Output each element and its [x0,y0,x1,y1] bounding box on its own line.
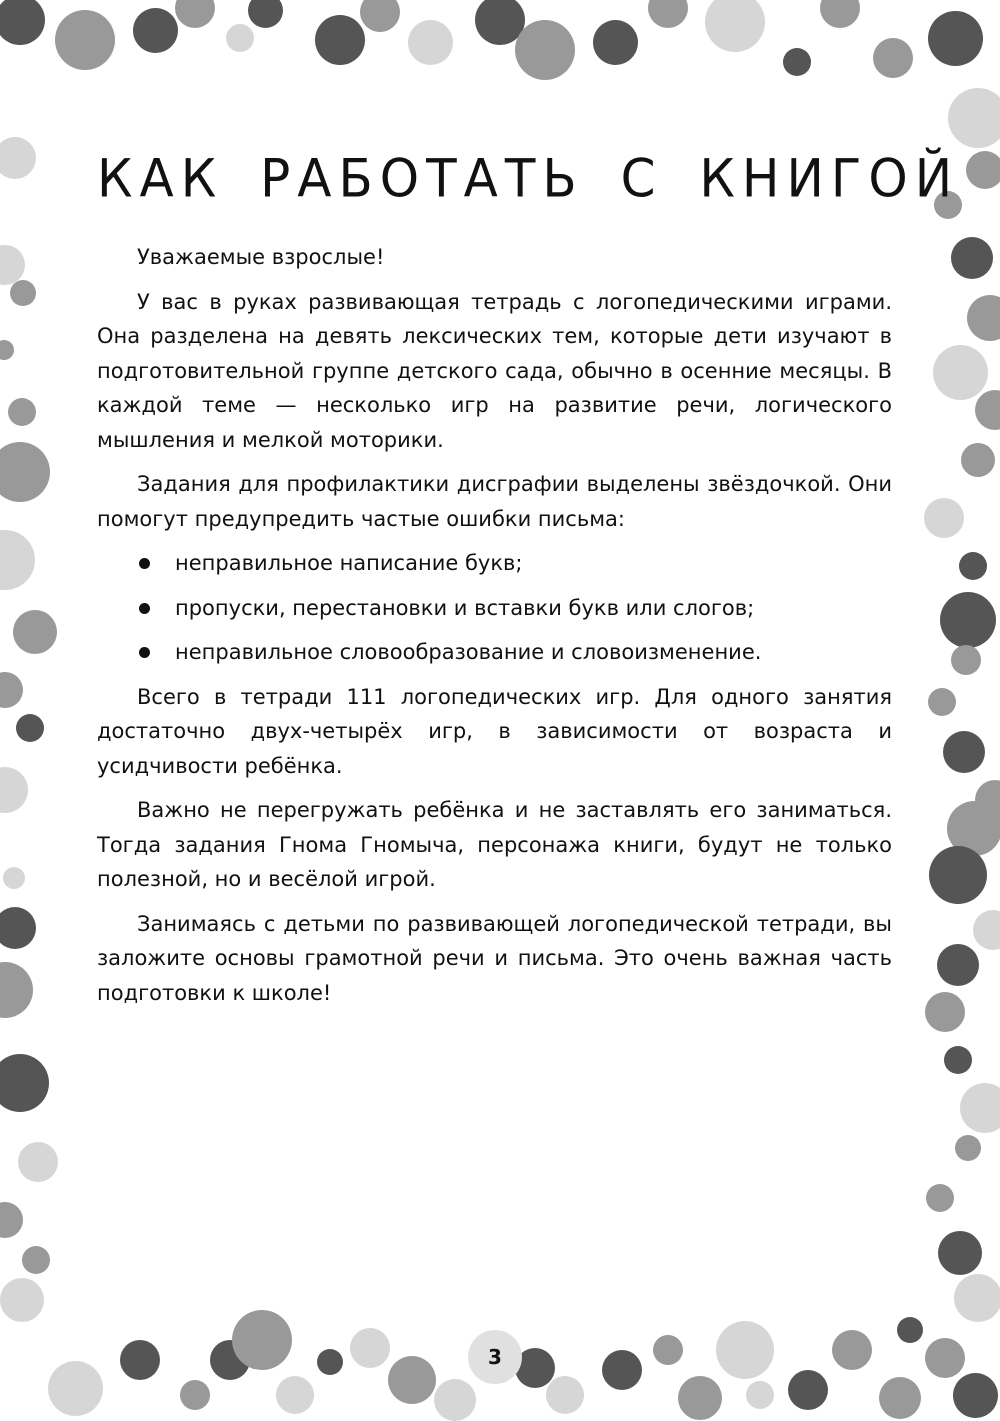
list-item-text: неправильное словообразование и словоизменение. [175,640,761,664]
list-item [97,591,892,626]
list-item-text: пропуски, перестановки и вставки букв или слогов; [175,596,754,620]
paragraph-intro-1: У вас в руках развивающая тетрадь с логопедическими играми. Она разделена на девять лексических тем, которые дети изучают в подготовительной группе детского сада, обычно в осенние месяцы. В каждой теме — несколько игр на развитие речи, логического мышления и мелкой моторики. [97,285,892,458]
list-item-text: неправильное написание букв; [175,551,522,575]
body-text [97,240,892,1020]
paragraph-outro-3: Занимаясь с детьми по развивающей логопедической тетради, вы заложите основы грамотной речи и письма. Это очень важная часть подготовки к школе! [97,907,892,1011]
list-item [97,635,892,670]
list-item [97,546,892,581]
paragraph-outro-1: Всего в тетради 111 логопедических игр. Для одного занятия достаточно двух-четырёх игр, в зависимости от возраста и усидчивости ребёнка. [97,680,892,784]
page-number: 3 [468,1330,522,1384]
bullet-icon [139,603,150,614]
paragraph-outro-2: Важно не перегружать ребёнка и не заставлять его заниматься. Тогда задания Гнома Гномыча, персонажа книги, будут не только полезной, но и весёлой игрой. [97,793,892,897]
error-list [97,546,892,670]
bullet-icon [139,647,150,658]
page-title: КАК РАБОТАТЬ С КНИГОЙ [97,148,959,209]
greeting: Уважаемые взрослые! [97,240,892,275]
paragraph-intro-2: Задания для профилактики дисграфии выделены звёздочкой. Они помогут предупредить частые ошибки письма: [97,467,892,536]
bullet-icon [139,558,150,569]
